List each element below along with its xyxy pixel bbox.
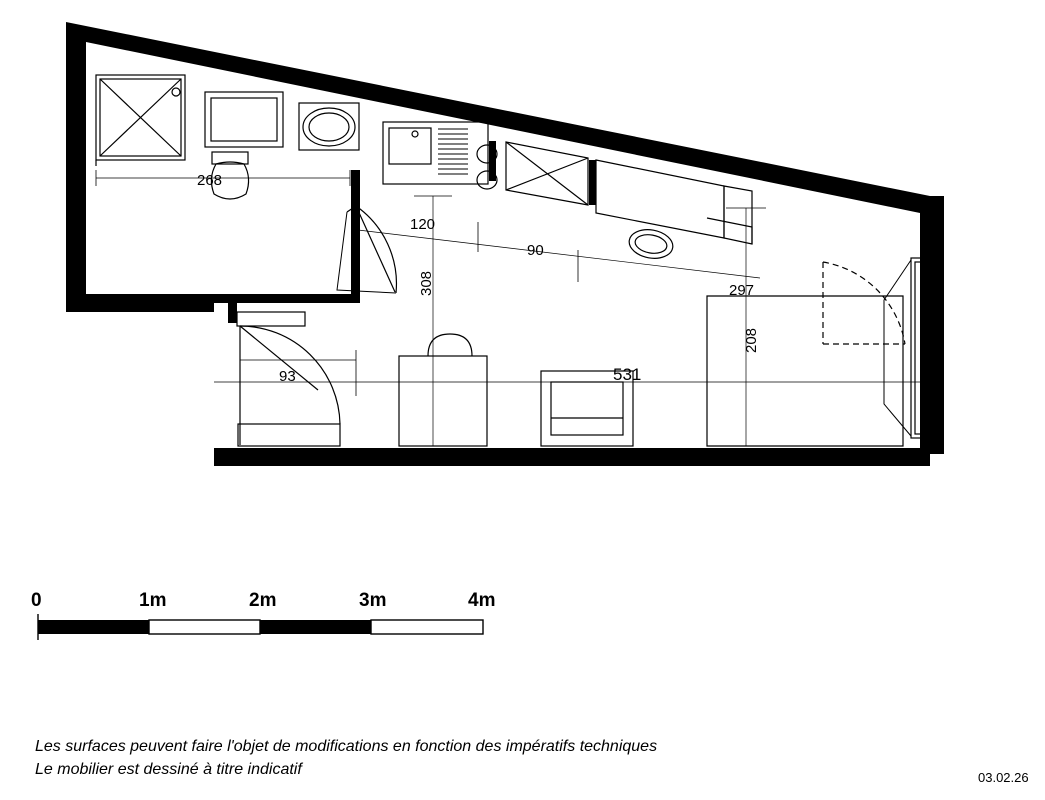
shower-fixture [96, 75, 185, 166]
scale-tick-label-1m: 1m [139, 590, 167, 611]
scale-tick-label-3m: 3m [359, 590, 387, 611]
vanity-fixture [205, 92, 283, 147]
dimension-label-297: 297 [729, 282, 755, 299]
kitchen-sink-fixture [383, 122, 488, 184]
scale-tick-label-0: 0 [31, 590, 42, 611]
scale-bar-graphic [38, 614, 483, 640]
scale-tick-label-2m: 2m [249, 590, 277, 611]
dimension-label-120: 120 [410, 216, 436, 233]
bed-niche [707, 218, 752, 244]
bathroom-door-swing [337, 206, 396, 293]
basin-fixture [299, 103, 359, 150]
fixtures-group [96, 75, 927, 446]
disclaimer-line-2: Le mobilier est dessiné à titre indicatif [35, 761, 302, 778]
scale-tick-label-4m: 4m [468, 590, 496, 611]
dimension-label-208: 208 [743, 327, 760, 353]
walls-group [66, 22, 944, 466]
drawing-date: 03.02.26 [978, 770, 1029, 785]
dimension-label-308: 308 [418, 270, 435, 296]
wardrobe-unit [399, 334, 487, 446]
counter-run [596, 160, 752, 262]
dimension-label-531: 531 [613, 365, 642, 384]
dimension-label-90: 90 [527, 242, 544, 259]
dimension-label-268: 268 [197, 172, 223, 189]
dimension-label-93: 93 [279, 368, 296, 385]
bed-unit [707, 296, 903, 446]
fridge-unit [506, 142, 588, 205]
window-door-right [823, 258, 927, 438]
dimension-lines-group [96, 170, 940, 446]
disclaimer-line-1: Les surfaces peuvent faire l'objet de modifications en fonction des impératifs techniques [35, 738, 658, 755]
